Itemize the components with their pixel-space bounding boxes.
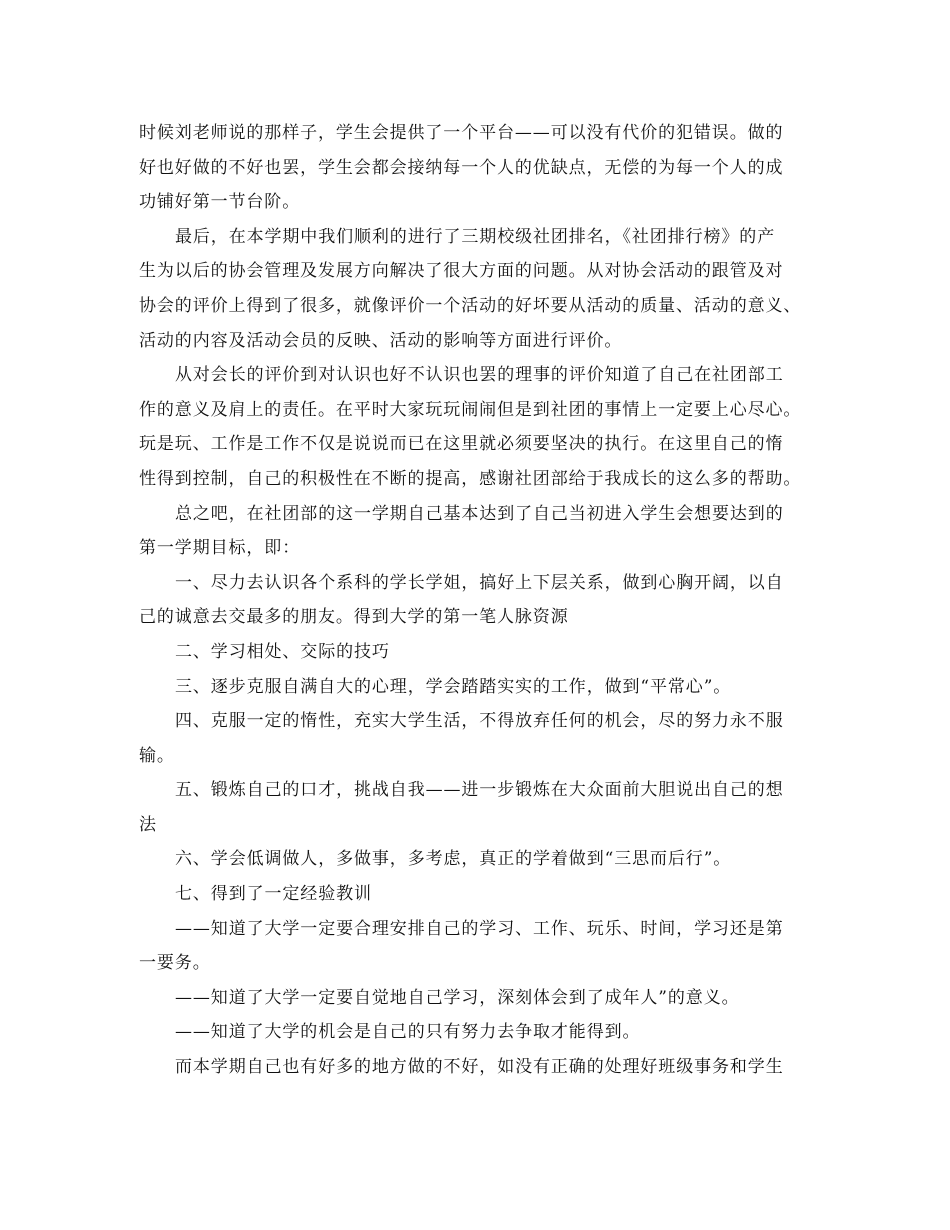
paragraph-first-line: ——知道了大学一定要自觉地自己学习，深刻体会到了成年人”的意义。 <box>175 987 740 1008</box>
paragraph-first-line: ——知道了大学一定要合理安排自己的学习、工作、玩乐、时间，学习还是第 <box>175 918 784 939</box>
paragraph-line: 好也好做的不好也罢，学生会都会接纳每一个人的优缺点，无偿的为每一个人的成 <box>139 157 784 178</box>
paragraph-line: 性得到控制，自己的积极性在不断的提高，感谢社团部给于我成长的这么多的帮助。 <box>139 468 802 489</box>
paragraph-first-line: 最后，在本学期中我们顺利的进行了三期校级社团排名，《社团排行榜》的产 <box>175 226 776 247</box>
paragraph-first-line: ——知道了大学的机会是自己的只有努力去争取才能得到。 <box>175 1022 641 1043</box>
paragraph-first-line: 七、得到了一定经验教训 <box>175 884 372 905</box>
paragraph-first-line: 五、锻炼自己的口才，挑战自我——进一步锻炼在大众面前大胆说出自己的想 <box>175 780 784 801</box>
document-body <box>139 116 821 1085</box>
paragraph-first-line: 二、学习相处、交际的技巧 <box>175 641 390 662</box>
paragraph-first-line: 六、学会低调做人，多做事，多考虑，真正的学着做到“三思而后行”。 <box>175 849 732 870</box>
paragraph-line: 己的诚意去交最多的朋友。得到大学的第一笔人脉资源 <box>139 607 569 628</box>
paragraph-line: 协会的评价上得到了很多，就像评价一个活动的好坏要从活动的质量、活动的意义、 <box>139 295 802 316</box>
paragraph-first-line: 三、逐步克服自满自大的心理，学会踏踏实实的工作，做到“平常心”。 <box>175 676 732 697</box>
paragraph-line: 输。 <box>139 745 175 766</box>
paragraph-first-line: 一、尽力去认识各个系科的学长学姐，搞好上下层关系，做到心胸开阔，以自 <box>175 572 784 593</box>
paragraph-line: 生为以后的协会管理及发展方向解决了很大方面的问题。从对协会活动的跟管及对 <box>139 261 784 282</box>
paragraph-line: 一要务。 <box>139 953 211 974</box>
paragraph-line: 活动的内容及活动会员的反映、活动的影响等方面进行评价。 <box>139 330 623 351</box>
paragraph-line: 作的意义及肩上的责任。在平时大家玩玩闹闹但是到社团的事情上一定要上心尽心。 <box>139 399 802 420</box>
paragraph-line: 功铺好第一节台阶。 <box>139 192 301 213</box>
paragraph-line: 时候刘老师说的那样子，学生会提供了一个平台——可以没有代价的犯错误。做的 <box>139 123 784 143</box>
paragraph-first-line: 四、克服一定的惰性，充实大学生活，不得放弃任何的机会，尽的努力永不服 <box>175 711 784 732</box>
paragraph-first-line: 而本学期自己也有好多的地方做的不好，如没有正确的处理好班级事务和学生 <box>175 1057 784 1078</box>
paragraph-first-line: 总之吧，在社团部的这一学期自己基本达到了自己当初进入学生会想要达到的 <box>175 503 784 524</box>
paragraph-line: 第一学期目标，即： <box>139 538 301 559</box>
paragraph-line: 玩是玩、工作是工作不仅是说说而已在这里就必须要坚决的执行。在这里自己的惰 <box>139 434 784 455</box>
paragraph-line: 法 <box>139 814 157 835</box>
paragraph-first-line: 从对会长的评价到对认识也好不认识也罢的理事的评价知道了自己在社团部工 <box>175 365 784 386</box>
